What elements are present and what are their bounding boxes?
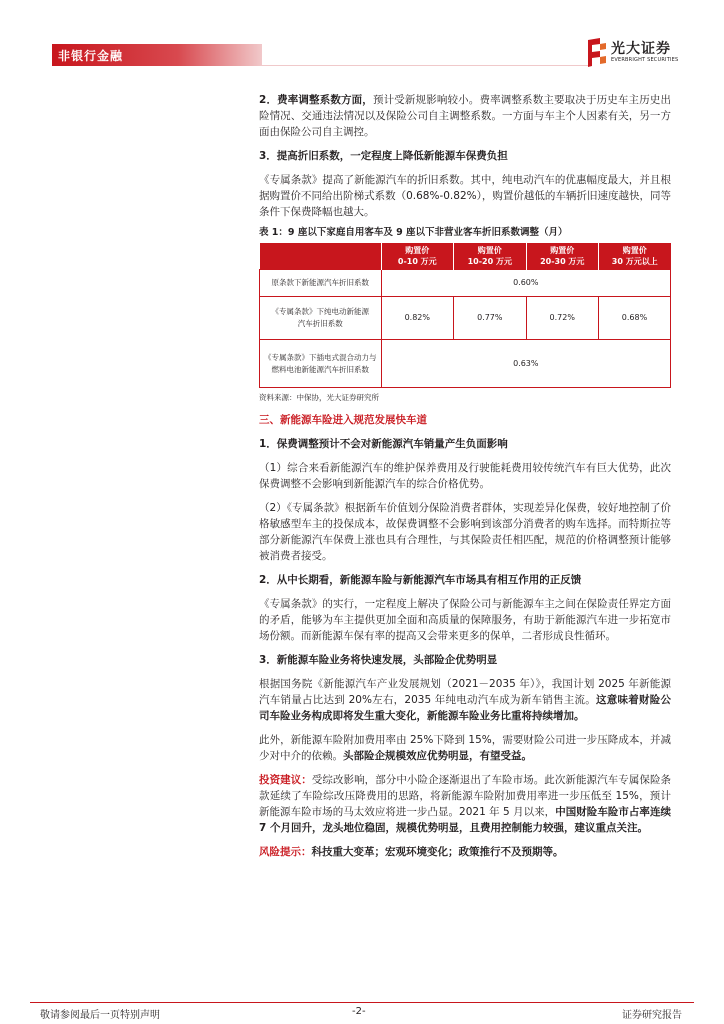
paragraph-text: 预计受新规影响较小。费率调整系数主要取决于历史车主历史出险情况、交通违法情况以及保险公司自主调整系数。一方面与车主个人因素有关，另一方面由保险公司自主调控。 bbox=[259, 94, 671, 138]
table-row-label: 《专属条款》下插电式混合动力与燃料电池新能源汽车折旧系数 bbox=[260, 340, 382, 388]
paragraph-text: 根据国务院《新能源汽车产业发展规划（2021－2035 年）》，我国计划 2025 年新能源汽车销量占比达到 20%左右，2035 年纯电动汽车成为新车销售主流。 bbox=[259, 678, 671, 706]
heading-premium-impact: 1．保费调整预计不会对新能源汽车销量产生负面影响 bbox=[259, 438, 508, 450]
paragraph-text: 此外，新能源车险附加费用率由 25%下降到 15%，需要财险公司进一步压降成本，并减少对中介的依赖。 bbox=[259, 734, 671, 762]
header-section-tab bbox=[52, 44, 262, 66]
footer-page-number: -2- bbox=[352, 1006, 366, 1017]
paragraph-emphasis: 头部险企规模效应优势明显，有望受益。 bbox=[343, 750, 532, 762]
table-source: 资料来源：中保协，光大证券研究所 bbox=[259, 393, 379, 402]
table-header-cell bbox=[381, 243, 453, 270]
table-row bbox=[260, 270, 671, 297]
heading-depreciation: 3．提高折旧系数，一定程度上降低新能源车保费负担 bbox=[259, 150, 508, 162]
paragraph-policy-plan bbox=[259, 676, 671, 724]
paragraph-risk-warning bbox=[259, 844, 671, 860]
table-cell: 0.68% bbox=[599, 297, 671, 340]
paragraph-fee-adjustment bbox=[259, 92, 671, 140]
header-rule bbox=[262, 65, 592, 66]
table-header-text: 购置价 20-30 万元 bbox=[540, 246, 585, 266]
depreciation-table bbox=[259, 243, 671, 388]
paragraph-cost-advantage: （1）综合来看新能源汽车的维护保养费用及行驶能耗费用较传统汽车有巨大优势，此次保费调整不会影响到新能源汽车的综合价格优势。 bbox=[259, 462, 671, 490]
section-title: 三、新能源车险进入规范发展快车道 bbox=[259, 414, 427, 426]
table-header-text: 购置价 30 万元以上 bbox=[611, 246, 658, 266]
table-row-label: 《专属条款》下纯电动新能源汽车折旧系数 bbox=[260, 297, 382, 340]
table-cell: 0.72% bbox=[526, 297, 598, 340]
table-cell: 0.60% bbox=[381, 270, 670, 297]
risk-label: 风险提示： bbox=[259, 846, 312, 858]
investment-label: 投资建议： bbox=[259, 774, 312, 786]
heading-business-growth: 3．新能源车险业务将快速发展，头部险企优势明显 bbox=[259, 654, 498, 666]
header-section-label: 非银行金融 bbox=[58, 49, 124, 63]
paragraph-emphasis: 这意味着财险公司车险业务构成即将发生重大变化，新能源车险业务比重将持续增加。 bbox=[259, 694, 672, 722]
paragraph-differentiated-pricing: （2）《专属条款》根据新车价值划分保险消费者群体，实现差异化保费，较好地控制了价格敏感型车主的投保成本，故保费调整不会影响到该部分消费者的购车选择。而特斯拉等部分新能源汽车保费上涨也具有合理性，与其保险责任相匹配，规范的价格调整预计能够被消费者接受。 bbox=[259, 502, 671, 562]
heading-positive-feedback: 2．从中长期看，新能源车险与新能源汽车市场具有相互作用的正反馈 bbox=[259, 574, 582, 586]
paragraph-depreciation: 《专属条款》提高了新能源汽车的折旧系数。其中，纯电动汽车的优惠幅度最大，并且根据购置价不同给出阶梯式系数（0.68%-0.82%），购置价越低的车辆折旧速度越快，同等条件下保费降幅也越大。 bbox=[259, 174, 671, 218]
footer-report-type: 证券研究报告 bbox=[622, 1010, 682, 1021]
table-cell: 0.63% bbox=[381, 340, 670, 388]
logo-subtitle: EVERBRIGHT SECURITIES bbox=[611, 57, 679, 63]
paragraph-lead: 2．费率调整系数方面， bbox=[259, 94, 373, 106]
paragraph-feedback-loop: 《专属条款》的实行，一定程度上解决了保险公司与新能源车主之间在保险责任界定方面的矛盾，能够为车主提供更加全面和高质量的保障服务，有助于新能源汽车进一步拓宽市场份额。而新能源车保有率的提高又会带来更多的保单，二者形成良性循环。 bbox=[259, 598, 671, 642]
paragraph-text: 受综改影响，部分中小险企逐渐退出了车险市场。此次新能源汽车专属保险条款延续了车险综改压降费用的思路，将新能源车险附加费用率进一步压低至 15%，预计新能源车险市场的马太效应将进一步凸显。2021 年 5 月以来， bbox=[259, 774, 672, 818]
paragraph-investment-advice bbox=[259, 772, 671, 836]
table-cell: 0.77% bbox=[454, 297, 526, 340]
logo-name: 光大证券 bbox=[611, 41, 671, 57]
table-header-cell bbox=[599, 243, 671, 270]
table-row bbox=[260, 340, 671, 388]
table-header-blank bbox=[260, 243, 382, 270]
table-header-row bbox=[260, 243, 671, 270]
table-row bbox=[260, 297, 671, 340]
risk-text: 科技重大变革；宏观环境变化；政策推行不及预期等。 bbox=[311, 846, 564, 858]
table-header-text: 购置价 0-10 万元 bbox=[397, 246, 437, 266]
table-cell: 0.82% bbox=[381, 297, 453, 340]
table-header-cell bbox=[526, 243, 598, 270]
paragraph-fee-rate bbox=[259, 732, 671, 764]
table-caption: 表 1：9 座以下家庭自用客车及 9 座以下非营业客车折旧系数调整（月） bbox=[259, 227, 568, 238]
paragraph-emphasis: 中国财险车险市占率连续 7 个月回升，龙头地位稳固，规模优势明显，且费用控制能力较强，建议重点关注。 bbox=[259, 806, 671, 834]
table-row-label: 原条款下新能源汽车折旧系数 bbox=[260, 270, 382, 297]
table-header-text: 购置价 10-20 万元 bbox=[467, 246, 512, 266]
table-header-cell bbox=[454, 243, 526, 270]
footer-rule bbox=[30, 1002, 694, 1003]
report-body bbox=[259, 92, 671, 860]
footer-disclaimer: 敬请参阅最后一页特别声明 bbox=[40, 1010, 160, 1021]
